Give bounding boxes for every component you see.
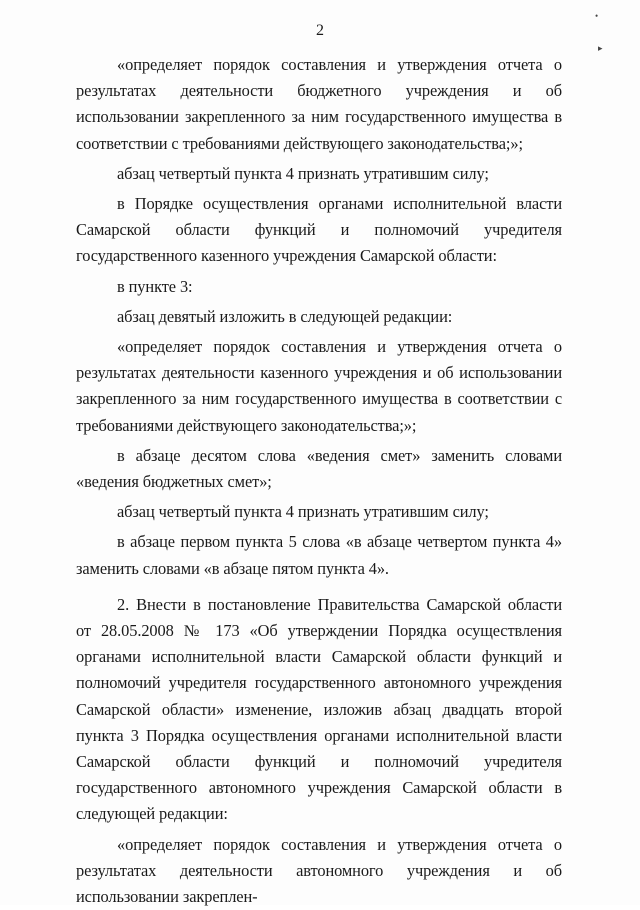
paragraph-state-institution-procedure: в Порядке осуществления органами исполнительной власти Самарской области функций и полномочий учредителя государственного казенного учреждения Самарской области: <box>76 194 562 266</box>
paragraph-item-5-replacement: в абзаце первом пункта 5 слова «в абзаце четвертом пункта 4» заменить словами «в абзаце пятом пункта 4». <box>76 532 562 578</box>
paragraph-section-2: 2. Внести в постановление Правительства Самарской области от 28.05.2008 № 173 «Об утверждении Порядка осуществления органами исполнительной власти Самарской области функций и полномочий учредителя государственного автономного учреждения Самарской области» изменение, изложив абзац двадцать второй пункта 3 Порядка осуществления органами исполнительной власти Самарской области функций и полномочий учредителя государственного автономного учреждения Самарской области в следующей редакции: <box>76 594 562 824</box>
paragraph-repeal-item-4-budget: абзац четвертый пункта 4 признать утратившим силу; <box>117 163 489 183</box>
scan-speck: ▸ <box>598 43 603 53</box>
paragraph-quote-state-report: «определяет порядок составления и утверждения отчета о результатах деятельности казенного учреждения и об использовании закрепленного за ним государственного имущества в соответствии с требованиями действующего законодательства;»; <box>76 337 562 435</box>
paragraph-ninth-abzac: абзац девятый изложить в следующей редакции: <box>117 306 453 326</box>
paragraph-item-3: в пункте 3: <box>117 276 193 296</box>
paragraph-tenth-abzac-smet: в абзаце десятом слова «ведения смет» заменить словами «ведения бюджетных смет»; <box>76 445 562 492</box>
paragraph-quote-autonomous-report: «определяет порядок составления и утверждения отчета о результатах деятельности автономного учреждения и об использовании закреплен- <box>76 834 562 907</box>
page-number: 2 <box>316 22 324 39</box>
body-text <box>76 52 562 910</box>
scan-speck: • <box>595 11 599 21</box>
paragraph-quote-budget-report: «определяет порядок составления и утверждения отчета о результатах деятельности бюджетного учреждения и об использовании закрепленного за ним государственного имущества в соответствии с требованиями действующего законодательства;»; <box>76 55 562 153</box>
paragraph-repeal-item-4-state: абзац четвертый пункта 4 признать утратившим силу; <box>117 502 489 522</box>
